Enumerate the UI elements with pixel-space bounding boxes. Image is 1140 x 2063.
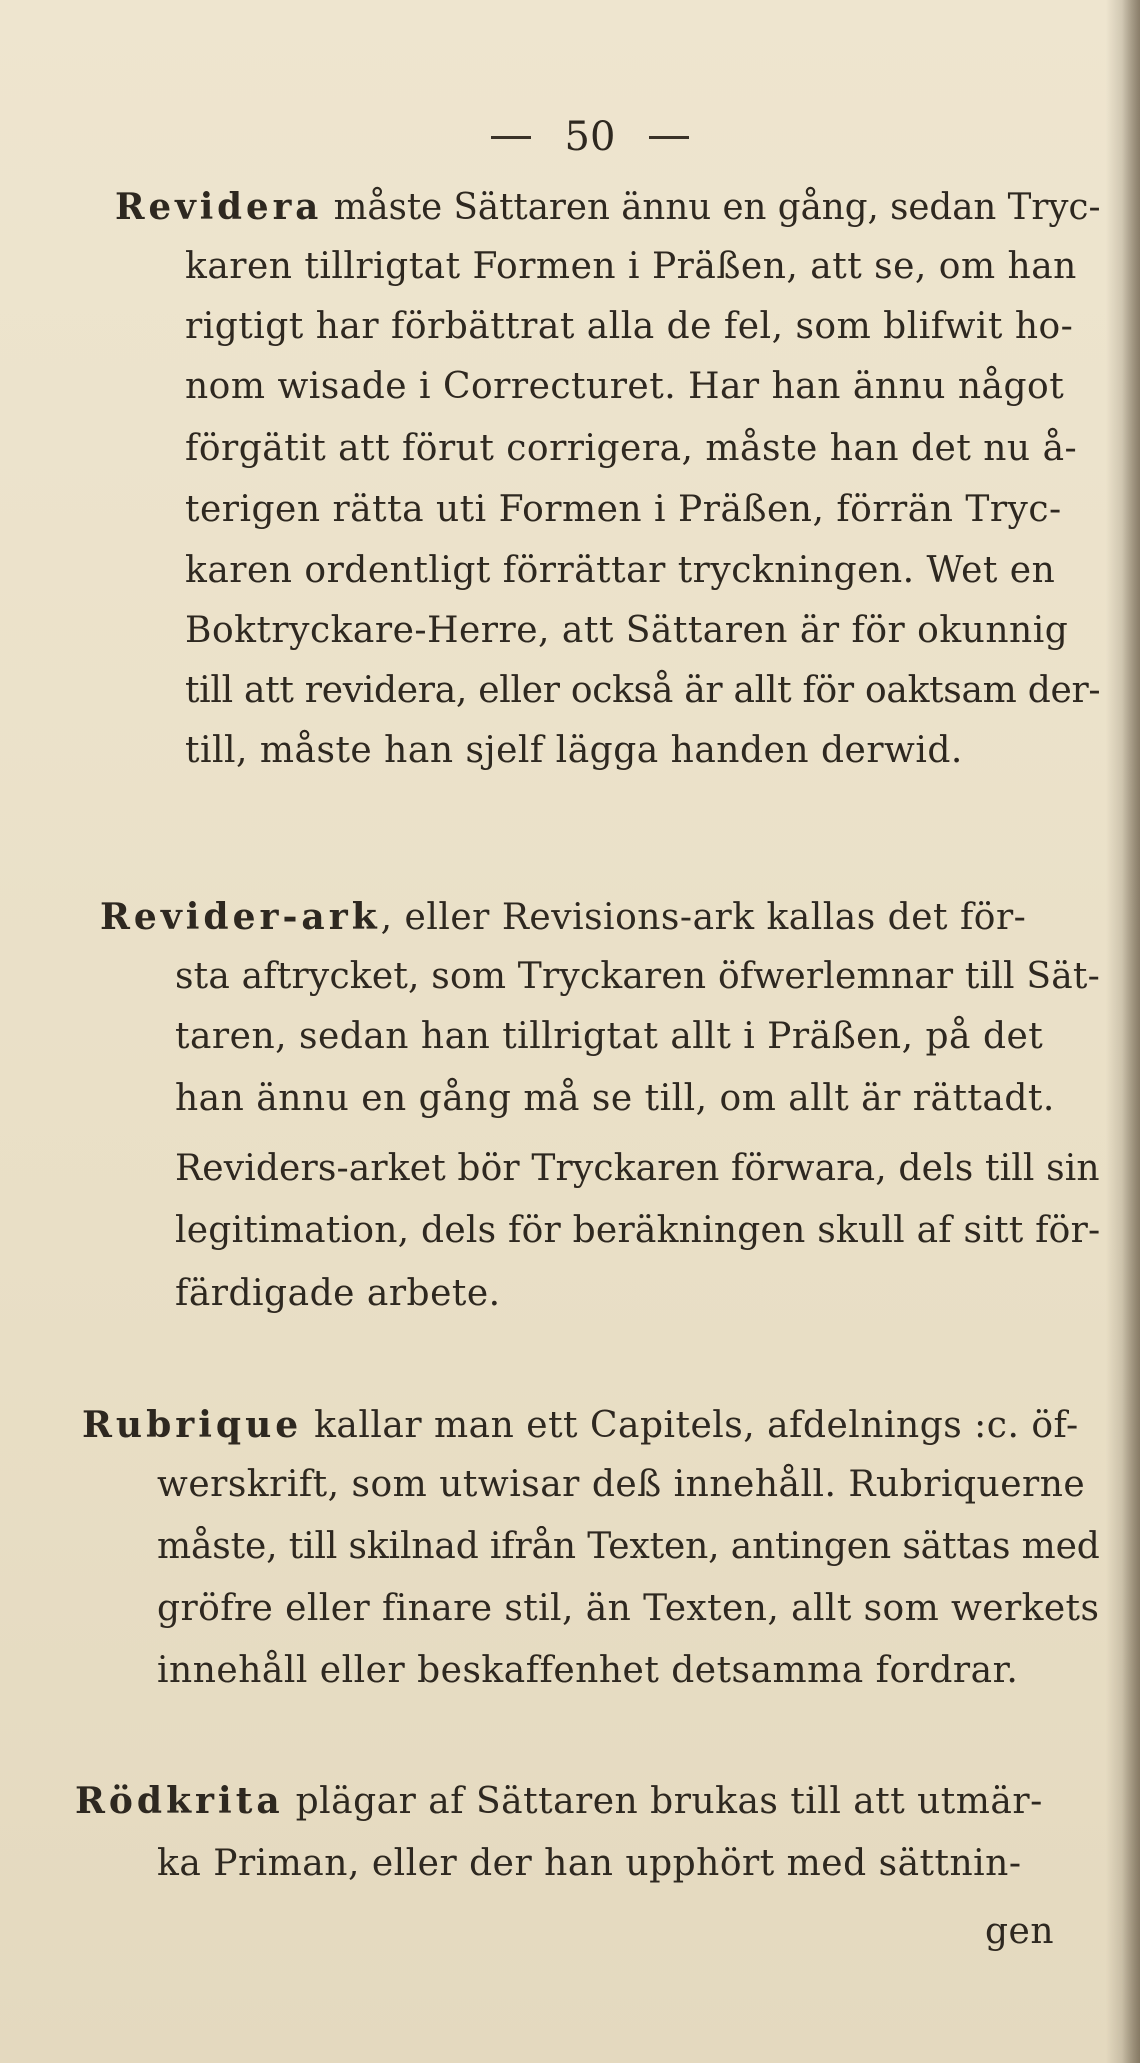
entry-text: , eller Revisions-ark kallas det för- (380, 897, 1027, 938)
catchword: gen (985, 1911, 1055, 1952)
entry-line: nom wisade i Correcturet. Har han ännu något (185, 366, 1065, 407)
entry-line: legitimation, dels för beräkningen skull af sitt för- (175, 1210, 1101, 1251)
entry-line (100, 887, 1026, 947)
entry-line: färdigade arbete. (175, 1273, 501, 1314)
entry-line (115, 177, 1100, 237)
entry-line: taren, sedan han tillrigtat allt i Präßen, på det (175, 1016, 1044, 1057)
entry-line: förgätit att förut corrigera, måste han det nu å- (185, 428, 1078, 469)
entry-line: terigen rätta uti Formen i Präßen, förrän Tryc- (185, 489, 1062, 530)
entry-line: till att revidera, eller också är allt för oaktsam der- (185, 670, 1101, 711)
entry-line: karen tillrigtat Formen i Präßen, att se, om han (185, 246, 1077, 287)
page-header (430, 112, 750, 162)
entry-line: werskrift, som utwisar deß innehåll. Rubriquerne (157, 1464, 1086, 1505)
entry-line: ka Priman, eller der han upphört med sättnin- (157, 1843, 1022, 1884)
entry-term: Rubrique (82, 1404, 303, 1446)
entry-line: Reviders-arket bör Tryckaren förwara, dels till sin (175, 1148, 1100, 1189)
header-dash-left (491, 136, 531, 139)
entry-line: karen ordentligt förrättar tryckningen. Wet en (185, 550, 1056, 591)
entry-text: plägar af Sättaren brukas till att utmär- (295, 1781, 1043, 1822)
entry-term: Rödkrita (75, 1780, 284, 1822)
entry-text: måste Sättaren ännu en gång, sedan Tryc- (333, 187, 1101, 228)
entry-line: måste, till skilnad ifrån Texten, antingen sättas med (157, 1526, 1100, 1567)
entry-line: till, måste han sjelf lägga handen derwid. (185, 730, 963, 771)
page-edge-shadow (1122, 0, 1140, 2063)
entry-line (75, 1771, 1043, 1831)
entry-line: sta aftrycket, som Tryckaren öfwerlemnar till Sät- (175, 956, 1100, 997)
entry-text: kallar man ett Capitels, afdelnings :c. öf- (314, 1405, 1079, 1446)
entry-line: han ännu en gång må se till, om allt är rättadt. (175, 1078, 1055, 1119)
entry-line (82, 1395, 1079, 1455)
header-dash-right (649, 136, 689, 139)
page-number: 50 (564, 114, 616, 160)
entry-term: Revider-ark (100, 896, 381, 938)
entry-line: rigtigt har förbättrat alla de fel, som blifwit ho- (185, 306, 1074, 347)
entry-line: innehåll eller beskaffenhet detsamma fordrar. (157, 1650, 1019, 1691)
entry-line: Boktryckare-Herre, att Sättaren är för okunnig (185, 610, 1069, 651)
entry-term: Revidera (115, 186, 323, 228)
entry-line: gröfre eller finare stil, än Texten, allt som werkets (157, 1588, 1100, 1629)
